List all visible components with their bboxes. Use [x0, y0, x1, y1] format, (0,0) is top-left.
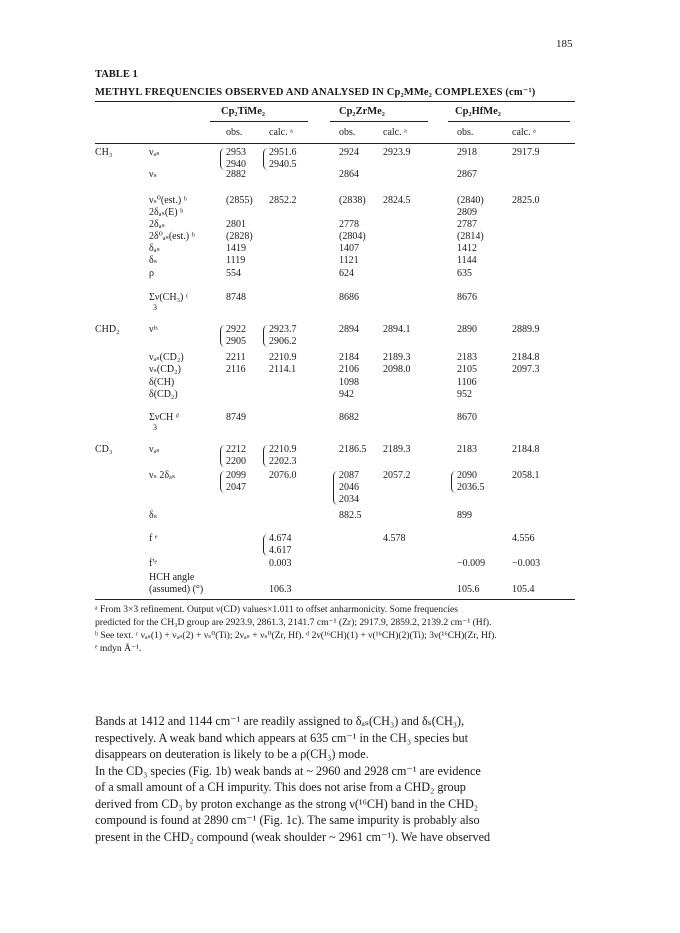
table-cell: 635 — [457, 268, 472, 279]
table-cell: 2940 — [226, 159, 246, 170]
table-cell: 1121 — [339, 255, 359, 266]
table-cell: 1412 — [457, 243, 477, 254]
row-label: νₐₛ — [149, 147, 160, 158]
header-ti: Cp₂TiMe₂ — [221, 106, 266, 117]
table-cell: 2212 — [226, 444, 246, 455]
table-cell: 2184.8 — [512, 352, 540, 363]
table-cell: 8749 — [226, 412, 246, 423]
body-line: respectively. A weak band which appears at 635 cm⁻¹ in the CH₃ species but — [95, 730, 468, 745]
table-label: TABLE 1 — [95, 69, 138, 80]
table-cell: 4.674 — [269, 533, 292, 544]
table-cell: 2917.9 — [512, 147, 540, 158]
table-cell: 554 — [226, 268, 241, 279]
table-cell: 624 — [339, 268, 354, 279]
header-ti-rule — [210, 121, 308, 122]
table-cell: 106.3 — [269, 584, 292, 595]
table-cell: 8670 — [457, 412, 477, 423]
table-cell: 2906.2 — [269, 336, 297, 347]
table-cell: 2076.0 — [269, 470, 297, 481]
table-cell: (2838) — [339, 195, 366, 206]
table-cell: 2046 — [339, 482, 359, 493]
table-cell: 2189.3 — [383, 352, 411, 363]
table-cell: 8748 — [226, 292, 246, 303]
row-label: νₛ — [149, 169, 157, 180]
table-cell: 1119 — [226, 255, 246, 266]
row-label: δ(CH) — [149, 377, 175, 388]
body-line: In the CD₃ species (Fig. 1b) weak bands at ~ 2960 and 2928 cm⁻¹ are evidence — [95, 763, 481, 778]
body-line: Bands at 1412 and 1144 cm⁻¹ are readily assigned to δₐₛ(CH₃) and δₛ(CH₃), — [95, 714, 465, 728]
table-cell: 2809 — [457, 207, 477, 218]
sub-obs-ti: obs. — [226, 127, 243, 138]
table-cell: 2058.1 — [512, 470, 540, 481]
table-cell: 2825.0 — [512, 195, 540, 206]
body-text — [95, 713, 575, 845]
brace — [220, 148, 225, 170]
table-cell: 2105 — [457, 364, 477, 375]
table-cell: −0.009 — [457, 558, 486, 569]
table-cell: 2034 — [339, 494, 359, 505]
table-cell: 0.003 — [269, 558, 292, 569]
footnote-b-c-d: ᵇ See text. ᶜ νₐₛ(1) + νₐₛ(2) + νₛ⁰(Ti); 2νₐₛ + νₛ⁰(Zr, Hf). ᵈ 2ν(¹⁶CH)(1) + ν(¹⁶CH)(2)(Ti); 3ν(¹⁶CH)(Zr, Hf). — [95, 630, 497, 641]
table-cell: 2801 — [226, 219, 246, 230]
body-line: derived from CD₃ by proton exchange as the strong ν(¹⁶CH) band in the CHD₂ — [95, 796, 479, 811]
table-cell: (2840) — [457, 195, 484, 206]
table-cell: 942 — [339, 389, 354, 400]
row-label: f ᵉ — [149, 533, 158, 544]
table-cell: 952 — [457, 389, 472, 400]
header-zr: Cp₂ZrMe₂ — [339, 106, 385, 117]
table-cell: 105.4 — [512, 584, 535, 595]
brace — [263, 148, 268, 170]
row-label: νₐₛ(CD₂) — [149, 352, 184, 363]
table-header-rule — [95, 143, 575, 144]
table-cell: (2828) — [226, 231, 253, 242]
body-line: present in the CHD₂ compound (weak shoulder ~ 2961 cm⁻¹). We have observed — [95, 829, 491, 844]
table-cell: 882.5 — [339, 510, 362, 521]
table-cell: 2099 — [226, 470, 246, 481]
row-label: (assumed) (°) — [149, 584, 204, 595]
table-cell: 2922 — [226, 324, 246, 335]
table-cell: 2183 — [457, 352, 477, 363]
table-cell: 2098.0 — [383, 364, 411, 375]
table-cell: 1098 — [339, 377, 359, 388]
row-label: νₛ⁰(est.) ᵇ — [149, 195, 187, 206]
brace — [263, 534, 268, 556]
header-hf: Cp₂HfMe₂ — [455, 106, 501, 117]
row-label: νₐₛ — [149, 444, 160, 455]
table-cell: 2202.3 — [269, 456, 297, 467]
table-cell: 2787 — [457, 219, 477, 230]
table-cell: 4.556 — [512, 533, 535, 544]
table-cell: 2106 — [339, 364, 359, 375]
table-cell: 1144 — [457, 255, 477, 266]
page-number: 185 — [556, 38, 573, 50]
table-cell: 8682 — [339, 412, 359, 423]
table-cell: 4.578 — [383, 533, 406, 544]
table-cell: 2905 — [226, 336, 246, 347]
table-cell: −0.003 — [512, 558, 541, 569]
table-cell: 2114.1 — [269, 364, 297, 375]
table-cell: 2183 — [457, 444, 477, 455]
table-cell: 2189.3 — [383, 444, 411, 455]
table-cell: 2200 — [226, 456, 246, 467]
row-label: Σν(CH₃) ᶜ — [149, 292, 189, 303]
sub-obs-hf: obs. — [457, 127, 474, 138]
row-label: 2δₐₛ — [149, 219, 165, 230]
table-cell: 2184.8 — [512, 444, 540, 455]
footnote-a-cont: predicted for the CH₃D group are 2923.9, 2861.3, 2141.7 cm⁻¹ (Zr); 2917.9, 2859.2, 2139.2 cm⁻¹ (Hf). — [95, 617, 492, 628]
table-cell: (2855) — [226, 195, 253, 206]
sub-obs-zr: obs. — [339, 127, 356, 138]
table-cell: 8686 — [339, 292, 359, 303]
brace — [220, 325, 225, 347]
row-label: ΣνCH ᵈ — [149, 412, 179, 423]
table-caption: METHYL FREQUENCIES OBSERVED AND ANALYSED IN Cp₂MMe₂ COMPLEXES (cm⁻¹) — [95, 87, 536, 98]
row-label: ρ — [149, 268, 154, 279]
row-label: 2δ⁰ₐₛ(est.) ᵇ — [149, 231, 195, 242]
body-line: disappears on deuteration is likely to be a ρ(CH₃) mode. — [95, 747, 369, 761]
sub-calc-zr: calc. ᵃ — [383, 127, 407, 138]
table-bottom-rule — [95, 599, 575, 600]
footnote-a: ᵃ From 3×3 refinement. Output ν(CD) values×1.011 to offset anharmonicity. Some frequencies — [95, 604, 458, 615]
table-cell: 2894 — [339, 324, 359, 335]
row-label: δₐₛ — [149, 243, 160, 254]
table-cell: 2036.5 — [457, 482, 485, 493]
table-cell: 2923.9 — [383, 147, 411, 158]
table-cell: 1106 — [457, 377, 477, 388]
table-cell: 2186.5 — [339, 444, 367, 455]
table-cell: 2940.5 — [269, 159, 297, 170]
row-label: f′ᵉ — [149, 558, 158, 569]
row-label: δₛ — [149, 510, 158, 521]
table-cell: 8676 — [457, 292, 477, 303]
table-cell: 2087 — [339, 470, 359, 481]
table-cell: 2210.9 — [269, 352, 297, 363]
table-cell: 2210.9 — [269, 444, 297, 455]
brace — [333, 471, 338, 505]
table-cell: 105.6 — [457, 584, 480, 595]
table-cell: 2097.3 — [512, 364, 540, 375]
table-cell: 2057.2 — [383, 470, 411, 481]
row-label: δₛ — [149, 255, 158, 266]
table-cell: 2184 — [339, 352, 359, 363]
table-cell: 2867 — [457, 169, 477, 180]
table-cell: 1407 — [339, 243, 359, 254]
brace — [263, 445, 268, 467]
row-label-subscript: 3 — [153, 423, 157, 432]
table-cell: 2824.5 — [383, 195, 411, 206]
table-cell: 2778 — [339, 219, 359, 230]
row-label-subscript: 3 — [153, 303, 157, 312]
header-zr-rule — [330, 121, 428, 122]
table-cell: (2804) — [339, 231, 366, 242]
body-line: compound is found at 2890 cm⁻¹ (Fig. 1c). The same impurity is probably also — [95, 813, 480, 827]
table-cell: 2116 — [226, 364, 246, 375]
table-cell: 2953 — [226, 147, 246, 158]
row-label: δ(CD₂) — [149, 389, 178, 400]
group-label: CD₃ — [95, 444, 113, 455]
sub-calc-ti: calc. ᵃ — [269, 127, 293, 138]
table-cell: 899 — [457, 510, 472, 521]
table-cell: 2924 — [339, 147, 359, 158]
table-cell: 1419 — [226, 243, 246, 254]
table-cell: 2894.1 — [383, 324, 411, 335]
brace — [220, 471, 225, 493]
header-hf-rule — [448, 121, 570, 122]
sub-calc-hf: calc. ᵃ — [512, 127, 536, 138]
table-top-rule — [95, 101, 575, 102]
row-label: HCH angle — [149, 572, 195, 583]
table-cell: 2211 — [226, 352, 246, 363]
table-cell: 2918 — [457, 147, 477, 158]
table-cell: 2852.2 — [269, 195, 297, 206]
row-label: νᴵˢ — [149, 324, 158, 335]
row-label: νₛ(CD₂) — [149, 364, 181, 375]
table-cell: 2951.6 — [269, 147, 297, 158]
table-cell: 2047 — [226, 482, 246, 493]
group-label: CHD₂ — [95, 324, 120, 335]
footnote-e: ᵉ mdyn Å⁻¹. — [95, 643, 142, 654]
brace — [220, 445, 225, 467]
table-cell: 2890 — [457, 324, 477, 335]
brace — [451, 471, 456, 493]
table-cell: 2090 — [457, 470, 477, 481]
table-cell: 4.617 — [269, 545, 292, 556]
row-label: νₛ 2δₐₛ — [149, 470, 176, 481]
table-cell: 2864 — [339, 169, 359, 180]
table-cell: (2814) — [457, 231, 484, 242]
group-label: CH₃ — [95, 147, 113, 158]
body-line: of a small amount of a CH impurity. This does not arise from a CHD₂ group — [95, 780, 466, 794]
table-cell: 2889.9 — [512, 324, 540, 335]
brace — [263, 325, 268, 347]
table-cell: 2923.7 — [269, 324, 297, 335]
table-cell: 2882 — [226, 169, 246, 180]
row-label: 2δₐₛ(E) ᵇ — [149, 207, 184, 218]
